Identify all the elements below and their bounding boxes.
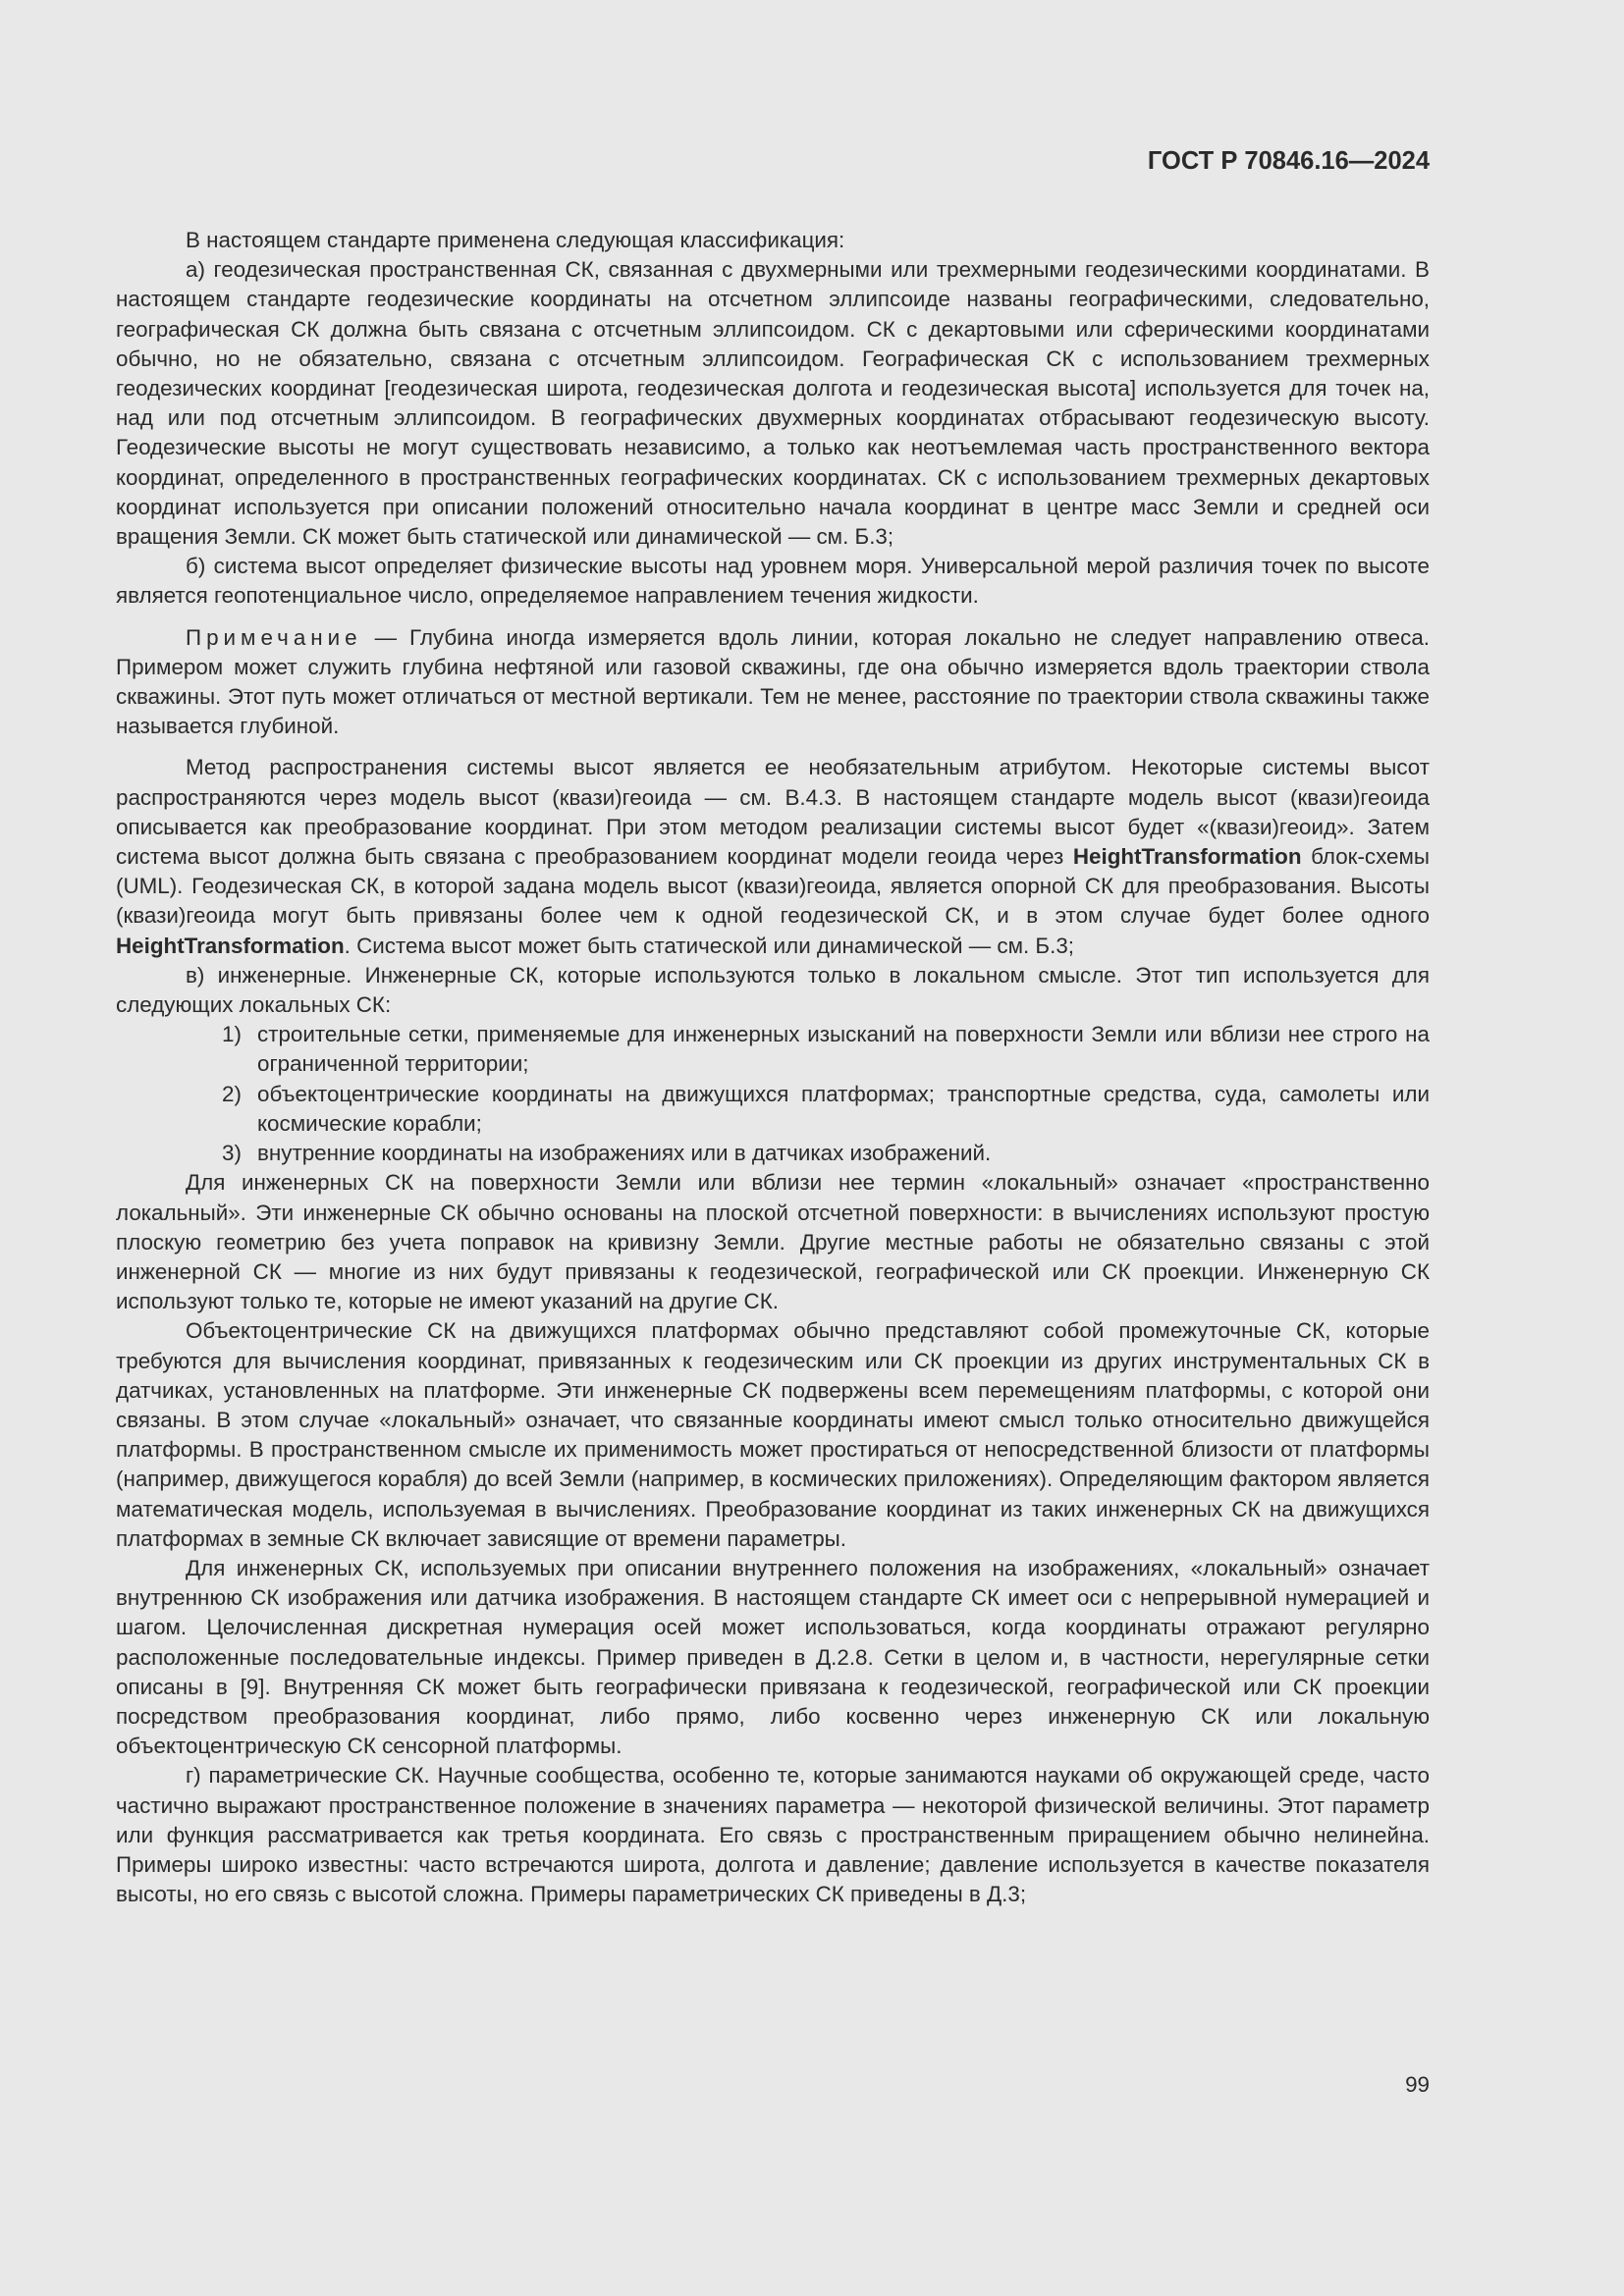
list-item-number: 2) — [222, 1081, 242, 1106]
list-item — [222, 1020, 1430, 1079]
method-text-3: . Система высот может быть статической или динамической — см. Б.3; — [344, 933, 1074, 958]
list-item-text: строительные сетки, применяемые для инженерных изысканий на поверхности Земли или вблизи нее строго на ограниченной территории; — [257, 1022, 1430, 1077]
item-g-paragraph: г) параметрические СК. Научные сообщества, особенно те, которые занимаются науками об окружающей среде, часто частично выражают пространственное положение в значениях параметра — некоторой физической величины. Этот параметр или функция рассматривается как третья координата. Его связь с пространственным приращением обычно нелинейна. Примеры широко известны: часто встречаются широта, долгота и давление; давление используется в качестве показателя высоты, но его связь с высотой сложна. Примеры параметрических СК приведены в Д.3; — [116, 1763, 1430, 1907]
item-a-paragraph: а) геодезическая пространственная СК, связанная с двухмерными или трехмерными геодезическими координатами. В настоящем стандарте геодезические координаты на отсчетном эллипсоиде названы географическими, следовательно, географическая СК должна быть связана с отсчетным эллипсоидом. СК с декартовыми или сферическими координатами обычно, но не обязательно, связана с отсчетным эллипсоидом. Географическая СК с использованием трехмерных геодезических координат [геодезическая широта, геодезическая долгота и геодезическая высота] используется для точек на, над или под отсчетным эллипсоидом. В географических двухмерных координатах отбрасывают геодезическую высоту. Геодезические высоты не могут существовать независимо, а только как неотъемлемая часть пространственного вектора координат, определенного в пространственных географических координатах. СК с использованием трехмерных декартовых координат используется при описании положений относительно начала координат в центре масс Земли и средней оси вращения Земли. СК может быть статической или динамической — см. Б.3; — [116, 257, 1430, 550]
item-b-paragraph: б) система высот определяет физические высоты над уровнем моря. Универсальной мерой различия точек по высоте является геопотенциальное число, определяемое направлением течения жидкости. — [116, 554, 1430, 609]
list-item-text: внутренние координаты на изображениях или в датчиках изображений. — [257, 1141, 992, 1166]
note-text: — Глубина иногда измеряется вдоль линии, которая локально не следует направлению отвеса. Примером может служить глубина нефтяной или газовой скважины, где она обычно измеряется вдоль траектории ствола скважины. Этот путь может отличаться от местной вертикали. Тем не менее, расстояние по траектории ствола скважины также называется глубиной. — [116, 624, 1430, 739]
list-item — [222, 1139, 1430, 1168]
note-label: Примечание — [186, 624, 362, 650]
list-item-number: 3) — [222, 1141, 242, 1166]
list-item-number: 1) — [222, 1022, 242, 1047]
item-v-paragraph: в) инженерные. Инженерные СК, которые используются только в локальном смысле. Этот тип используется для следующих локальных СК: — [116, 962, 1430, 1018]
page-content — [116, 226, 1430, 1909]
intro-paragraph: В настоящем стандарте применена следующая классификация: — [186, 228, 845, 252]
document-code-header: ГОСТ Р 70846.16—2024 — [1147, 147, 1430, 175]
height-transformation-term: HeightTransformation — [116, 933, 345, 958]
image-crs-paragraph: Для инженерных СК, используемых при описании внутреннего положения на изображениях, «локальный» означает внутреннюю СК изображения или датчика изображения. В настоящем стандарте СК имеет оси с непрерывной нумерацией и шагом. Целочисленная дискретная нумерация осей может использоваться, когда координаты отражают регулярно расположенные последовательные индексы. Пример приведен в Д.2.8. Сетки в целом и, в частности, нерегулярные сетки описаны в [9]. Внутренняя СК может быть географически привязана к геодезической, географической или СК проекции посредством преобразования координат, либо прямо, либо косвенно через инженерную СК или локальную объектоцентрическую СК сенсорной платформы. — [116, 1555, 1430, 1759]
list-item — [222, 1080, 1430, 1139]
page-number: 99 — [1405, 2072, 1430, 2097]
object-centric-paragraph: Объектоцентрические СК на движущихся платформах обычно представляют собой промежуточные СК, которые требуются для вычисления координат, привязанных к геодезическим или СК проекции из других инструментальных СК в датчиках, установленных на платформе. Эти инженерные СК подвержены всем перемещениям платформы, с которой они связаны. В этом случае «локальный» означает, что связанные координаты имеют смысл только относительно движущейся платформы. В пространственном смысле их применимость может простираться от непосредственной близости от платформы (например, движущегося корабля) до всей Земли (например, в космических приложениях). Определяющим фактором является математическая модель, используемая в вычислениях. Преобразование координат из таких инженерных СК на движущихся платформах в земные СК включает зависящие от времени параметры. — [116, 1318, 1430, 1551]
local-meaning-paragraph: Для инженерных СК на поверхности Земли или вблизи нее термин «локальный» означает «пространственно локальный». Эти инженерные СК обычно основаны на плоской отсчетной поверхности: в вычислениях используют простую плоскую геометрию без учета поправок на кривизну Земли. Другие местные работы не обязательно связаны с этой инженерной СК — многие из них будут привязаны к геодезической, географической или СК проекции. Инженерную СК используют только те, которые не имеют указаний на другие СК. — [116, 1170, 1430, 1314]
height-transformation-term: HeightTransformation — [1072, 844, 1302, 870]
method-text-1: Метод распространения системы высот является ее необязательным атрибутом. Некоторые системы высот распространяются через модель высот (квази)геоида — см. В.4.3. В настоящем стандарте модель высот (квази)геоида описывается как преобразование координат. При этом методом реализации системы высот будет «(квази)геоид». Затем система высот должна быть связана с преобразованием координат модели геоида через — [116, 755, 1430, 870]
note-paragraph — [116, 623, 1430, 742]
method-paragraph — [116, 753, 1430, 960]
engineering-sublist — [116, 1020, 1430, 1168]
method-text-2: блок-схемы (UML). Геодезическая СК, в которой задана модель высот (квази)геоида, является опорной СК для преобразования. Высоты (квази)геоида могут быть привязаны более чем к одной геодезической СК, и в этом случае будет более одного — [116, 844, 1430, 929]
list-item-text: объектоцентрические координаты на движущихся платформах; транспортные средства, суда, самолеты или космические корабли; — [257, 1081, 1430, 1136]
